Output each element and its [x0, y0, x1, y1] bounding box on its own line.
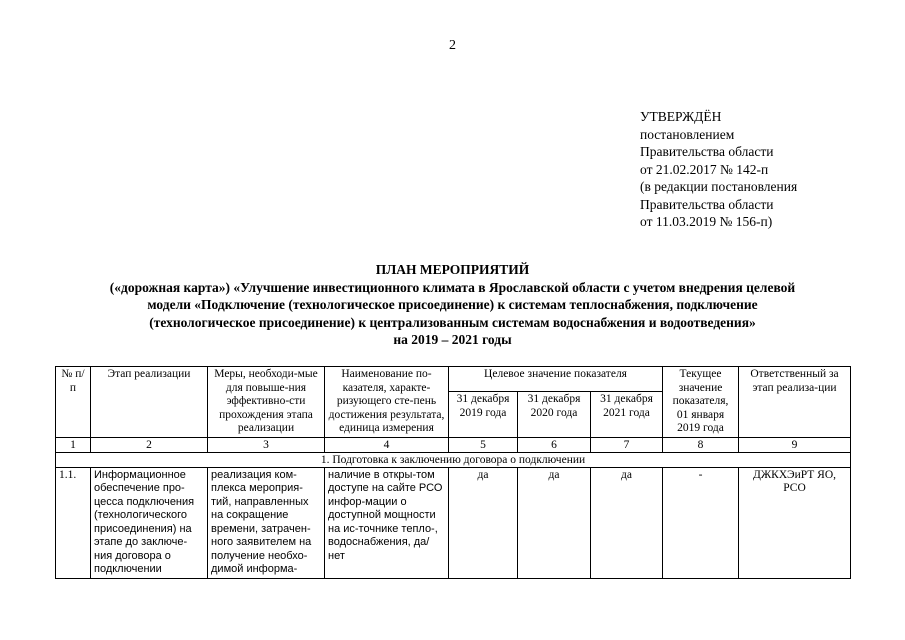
- approval-line: УТВЕРЖДЁН: [640, 109, 722, 124]
- row-current: -: [663, 467, 739, 578]
- header-measures: Меры, необходи-мые для повыше-ния эффективно-сти прохождения этапа реализации: [208, 367, 325, 438]
- row-value-2020: да: [518, 467, 591, 578]
- row-stage: Информационное обеспечение про-цесса подключения (технологического присоединения) на этапе до заключе-ния договора о подключении: [91, 467, 208, 578]
- header-indicator: Наименование по-казателя, характе-ризующего сте-пень достижения результата, единица измерения: [325, 367, 449, 438]
- title-line: модели «Подключение (технологическое присоединение) к системам теплоснабжения, подключение: [147, 297, 758, 312]
- column-number: 8: [663, 437, 739, 452]
- row-measures: реализация ком-плекса мероприя-тий, направленных на сокращение времени, затрачен-ного заявителем на получение необхо-димой информа-: [208, 467, 325, 578]
- page-number: 2: [449, 38, 456, 53]
- header-stage: Этап реализации: [91, 367, 208, 438]
- title-line: ПЛАН МЕРОПРИЯТИЙ: [375, 262, 530, 277]
- header-target-2021: 31 декабря 2021 года: [591, 392, 663, 437]
- approval-line: Правительства области: [640, 196, 774, 212]
- section-title: 1. Подготовка к заключению договора о подключении: [56, 452, 851, 467]
- column-number: 4: [325, 437, 449, 452]
- column-number: 6: [518, 437, 591, 452]
- title-line: (технологическое присоединение) к централизованным системам водоснабжения и водоотведения»: [149, 314, 756, 330]
- column-number: 7: [591, 437, 663, 452]
- approval-line: (в редакции постановления: [640, 179, 798, 194]
- row-value-2019: да: [449, 467, 518, 578]
- column-number: 5: [449, 437, 518, 452]
- header-num: № п/п: [56, 367, 91, 438]
- column-number: 1: [56, 437, 91, 452]
- plan-table: [55, 366, 851, 579]
- approval-line: Правительства области: [640, 144, 774, 159]
- header-target-2020: 31 декабря 2020 года: [518, 392, 591, 437]
- column-number-row: [56, 437, 851, 452]
- header-target-2019: 31 декабря 2019 года: [449, 392, 518, 437]
- row-value-2021: да: [591, 467, 663, 578]
- approval-stamp: [640, 108, 797, 231]
- row-responsible: ДЖКХЭиРТ ЯО, РСО: [739, 467, 851, 578]
- header-target: Целевое значение показателя: [449, 367, 663, 392]
- title-line: («дорожная карта») «Улучшение инвестиционного климата в Ярославской области с учетом внедрения целевой: [109, 279, 796, 295]
- document-title: [40, 261, 865, 349]
- approval-line: от 11.03.2019 № 156-п): [640, 214, 773, 229]
- column-number: 2: [91, 437, 208, 452]
- row-indicator: наличие в откры-том доступе на сайте РСО инфор-мации о доступной мощности на ис-точнике тепло-, водоснабжения, да/нет: [325, 467, 449, 578]
- table-row: [56, 467, 851, 578]
- section-row: [56, 452, 851, 467]
- column-number: 9: [739, 437, 851, 452]
- header-row: [56, 367, 851, 392]
- column-number: 3: [208, 437, 325, 452]
- row-num: 1.1.: [56, 467, 91, 578]
- title-line: на 2019 – 2021 годы: [393, 332, 512, 347]
- approval-line: от 21.02.2017 № 142-п: [640, 161, 769, 177]
- approval-line: постановлением: [640, 126, 735, 142]
- header-responsible: Ответственный за этап реализа-ции: [739, 367, 851, 438]
- header-current: Текущее значение показателя, 01 января 2019 года: [663, 367, 739, 438]
